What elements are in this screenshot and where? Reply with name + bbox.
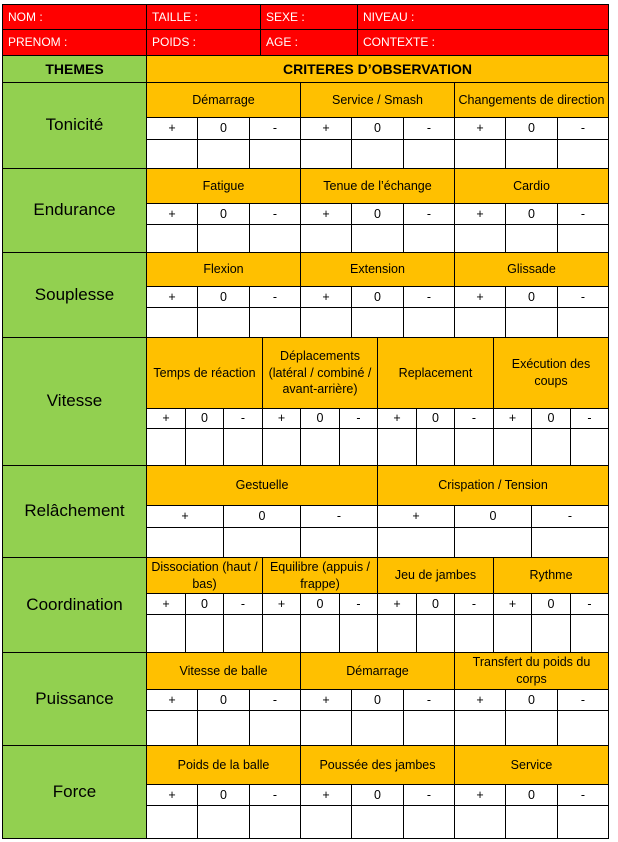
score-entry-cell[interactable]: [505, 805, 558, 839]
score-entry-cell[interactable]: [505, 139, 558, 169]
criterion-label: Démarrage: [146, 82, 301, 118]
criterion-label: Démarrage: [300, 652, 455, 690]
score-label: 0: [416, 593, 455, 615]
score-label: 0: [300, 408, 340, 429]
score-entry-cell[interactable]: [454, 805, 506, 839]
criterion-label: Cardio: [454, 168, 609, 204]
score-label: +: [377, 408, 417, 429]
score-entry-cell[interactable]: [300, 224, 352, 253]
criterion-label: Service / Smash: [300, 82, 455, 118]
score-entry-cell[interactable]: [262, 428, 301, 466]
score-entry-cell[interactable]: [403, 805, 455, 839]
score-entry-cell[interactable]: [339, 428, 378, 466]
theme-souplesse: Souplesse: [2, 252, 147, 338]
score-entry-cell[interactable]: [454, 614, 494, 653]
score-entry-cell[interactable]: [197, 139, 250, 169]
score-entry-cell[interactable]: [505, 307, 558, 338]
criterion-label: Poussée des jambes: [300, 745, 455, 785]
score-entry-cell[interactable]: [351, 307, 404, 338]
score-label: +: [454, 203, 506, 225]
theme-puissance: Puissance: [2, 652, 147, 746]
score-label: -: [249, 203, 301, 225]
score-label: +: [146, 784, 198, 806]
score-label: -: [454, 408, 494, 429]
score-entry-cell[interactable]: [416, 614, 455, 653]
criterion-label: Crispation / Tension: [377, 465, 609, 506]
score-label: 0: [505, 203, 558, 225]
score-label: -: [249, 784, 301, 806]
criterion-label: Transfert du poids du corps: [454, 652, 609, 690]
score-entry-cell[interactable]: [351, 224, 404, 253]
criterion-label: Replacement: [377, 337, 494, 409]
score-label: 0: [197, 286, 250, 308]
score-label: +: [454, 286, 506, 308]
criterion-label: Tenue de l’échange: [300, 168, 455, 204]
score-entry-cell[interactable]: [570, 428, 609, 466]
score-label: 0: [454, 505, 532, 528]
criterion-label: Vitesse de balle: [146, 652, 301, 690]
criterion-label: Gestuelle: [146, 465, 378, 506]
criterion-label: Glissade: [454, 252, 609, 287]
score-label: 0: [416, 408, 455, 429]
criterion-label: Equilibre (appuis / frappe): [262, 557, 378, 594]
prenom-field[interactable]: PRENOM :: [2, 29, 147, 56]
score-entry-cell[interactable]: [531, 428, 571, 466]
score-label: -: [403, 689, 455, 711]
score-label: -: [557, 784, 609, 806]
score-label: -: [557, 286, 609, 308]
score-label: 0: [531, 408, 571, 429]
score-label: -: [300, 505, 378, 528]
score-label: 0: [505, 689, 558, 711]
score-label: -: [223, 593, 263, 615]
score-label: 0: [351, 286, 404, 308]
score-label: +: [146, 286, 198, 308]
score-label: 0: [351, 784, 404, 806]
score-entry-cell[interactable]: [300, 527, 378, 558]
score-label: +: [262, 593, 301, 615]
score-label: -: [557, 203, 609, 225]
score-label: -: [454, 593, 494, 615]
criterion-label: Poids de la balle: [146, 745, 301, 785]
score-entry-cell[interactable]: [197, 710, 250, 746]
score-entry-cell[interactable]: [249, 710, 301, 746]
score-entry-cell[interactable]: [454, 710, 506, 746]
score-entry-cell[interactable]: [493, 614, 532, 653]
taille-field[interactable]: TAILLE :: [146, 4, 261, 30]
score-label: 0: [197, 689, 250, 711]
score-entry-cell[interactable]: [146, 307, 198, 338]
theme-force: Force: [2, 745, 147, 839]
score-entry-cell[interactable]: [223, 614, 263, 653]
score-entry-cell[interactable]: [249, 805, 301, 839]
score-entry-cell[interactable]: [185, 614, 224, 653]
score-entry-cell[interactable]: [570, 614, 609, 653]
score-entry-cell[interactable]: [146, 224, 198, 253]
score-entry-cell[interactable]: [197, 307, 250, 338]
score-entry-cell[interactable]: [505, 224, 558, 253]
score-entry-cell[interactable]: [339, 614, 378, 653]
score-label: -: [557, 689, 609, 711]
score-label: -: [557, 117, 609, 140]
score-entry-cell[interactable]: [403, 139, 455, 169]
theme-vitesse: Vitesse: [2, 337, 147, 466]
score-entry-cell[interactable]: [146, 614, 186, 653]
score-entry-cell[interactable]: [505, 710, 558, 746]
score-entry-cell[interactable]: [146, 139, 198, 169]
score-entry-cell[interactable]: [249, 224, 301, 253]
criterion-label: Extension: [300, 252, 455, 287]
score-entry-cell[interactable]: [377, 428, 417, 466]
score-entry-cell[interactable]: [454, 527, 532, 558]
score-entry-cell[interactable]: [146, 710, 198, 746]
score-entry-cell[interactable]: [377, 614, 417, 653]
score-label: 0: [505, 286, 558, 308]
score-label: 0: [185, 408, 224, 429]
score-label: +: [493, 593, 532, 615]
contexte-field[interactable]: CONTEXTE :: [357, 29, 609, 56]
score-label: -: [403, 286, 455, 308]
score-entry-cell[interactable]: [249, 307, 301, 338]
score-entry-cell[interactable]: [197, 224, 250, 253]
theme-coordination: Coordination: [2, 557, 147, 653]
score-label: +: [146, 203, 198, 225]
score-entry-cell[interactable]: [557, 139, 609, 169]
score-label: -: [339, 408, 378, 429]
score-label: 0: [223, 505, 301, 528]
score-label: +: [377, 505, 455, 528]
score-label: 0: [351, 203, 404, 225]
sexe-field[interactable]: SEXE :: [260, 4, 358, 30]
score-entry-cell[interactable]: [300, 614, 340, 653]
score-label: +: [300, 689, 352, 711]
criterion-label: Rythme: [493, 557, 609, 594]
criterion-label: Changements de direction: [454, 82, 609, 118]
score-entry-cell[interactable]: [557, 805, 609, 839]
score-entry-cell[interactable]: [531, 527, 609, 558]
age-field[interactable]: AGE :: [260, 29, 358, 56]
score-label: +: [300, 784, 352, 806]
score-entry-cell[interactable]: [300, 428, 340, 466]
theme-relachement: Relâchement: [2, 465, 147, 558]
score-entry-cell[interactable]: [403, 710, 455, 746]
score-label: -: [339, 593, 378, 615]
score-entry-cell[interactable]: [146, 428, 186, 466]
nom-field[interactable]: NOM :: [2, 4, 147, 30]
score-entry-cell[interactable]: [493, 428, 532, 466]
score-label: +: [377, 593, 417, 615]
score-entry-cell[interactable]: [557, 224, 609, 253]
score-label: -: [403, 784, 455, 806]
criterion-label: Dissociation (haut / bas): [146, 557, 263, 594]
score-entry-cell[interactable]: [531, 614, 571, 653]
score-entry-cell[interactable]: [351, 805, 404, 839]
score-entry-cell[interactable]: [185, 428, 224, 466]
score-entry-cell[interactable]: [454, 428, 494, 466]
score-entry-cell[interactable]: [351, 710, 404, 746]
score-label: 0: [505, 117, 558, 140]
score-entry-cell[interactable]: [262, 614, 301, 653]
score-entry-cell[interactable]: [223, 527, 301, 558]
criteria-heading: CRITERES D’OBSERVATION: [146, 55, 609, 83]
score-entry-cell[interactable]: [146, 527, 224, 558]
score-entry-cell[interactable]: [454, 307, 506, 338]
theme-tonicite: Tonicité: [2, 82, 147, 169]
score-label: -: [570, 593, 609, 615]
score-label: -: [403, 117, 455, 140]
score-label: 0: [531, 593, 571, 615]
score-entry-cell[interactable]: [223, 428, 263, 466]
score-label: -: [249, 689, 301, 711]
score-label: +: [300, 203, 352, 225]
score-entry-cell[interactable]: [300, 805, 352, 839]
score-label: -: [531, 505, 609, 528]
score-entry-cell[interactable]: [454, 139, 506, 169]
criterion-label: Temps de réaction: [146, 337, 263, 409]
score-entry-cell[interactable]: [557, 710, 609, 746]
score-label: 0: [197, 203, 250, 225]
score-label: +: [454, 117, 506, 140]
score-label: 0: [351, 689, 404, 711]
score-entry-cell[interactable]: [300, 710, 352, 746]
score-label: 0: [197, 784, 250, 806]
score-label: 0: [300, 593, 340, 615]
score-label: +: [493, 408, 532, 429]
score-label: 0: [351, 117, 404, 140]
score-entry-cell[interactable]: [377, 527, 455, 558]
score-entry-cell[interactable]: [300, 307, 352, 338]
score-entry-cell[interactable]: [416, 428, 455, 466]
score-entry-cell[interactable]: [403, 224, 455, 253]
score-label: +: [262, 408, 301, 429]
theme-endurance: Endurance: [2, 168, 147, 253]
score-label: +: [300, 286, 352, 308]
score-label: -: [249, 286, 301, 308]
score-label: -: [249, 117, 301, 140]
themes-heading: THEMES: [2, 55, 147, 83]
score-label: -: [223, 408, 263, 429]
score-label: +: [454, 784, 506, 806]
score-label: +: [146, 689, 198, 711]
score-entry-cell[interactable]: [249, 139, 301, 169]
criterion-label: Exécution des coups: [493, 337, 609, 409]
score-entry-cell[interactable]: [146, 805, 198, 839]
criterion-label: Fatigue: [146, 168, 301, 204]
poids-field[interactable]: POIDS :: [146, 29, 261, 56]
criterion-label: Service: [454, 745, 609, 785]
score-entry-cell[interactable]: [197, 805, 250, 839]
score-label: -: [570, 408, 609, 429]
score-entry-cell[interactable]: [557, 307, 609, 338]
score-label: +: [146, 408, 186, 429]
score-label: +: [146, 117, 198, 140]
score-entry-cell[interactable]: [351, 139, 404, 169]
score-label: 0: [197, 117, 250, 140]
niveau-field[interactable]: NIVEAU :: [357, 4, 609, 30]
score-label: +: [146, 593, 186, 615]
score-label: 0: [185, 593, 224, 615]
score-entry-cell[interactable]: [403, 307, 455, 338]
score-entry-cell[interactable]: [300, 139, 352, 169]
criterion-label: Flexion: [146, 252, 301, 287]
score-label: +: [454, 689, 506, 711]
score-entry-cell[interactable]: [454, 224, 506, 253]
criterion-label: Déplacements (latéral / combiné / avant-arrière): [262, 337, 378, 409]
score-label: -: [403, 203, 455, 225]
score-label: +: [300, 117, 352, 140]
score-label: +: [146, 505, 224, 528]
criterion-label: Jeu de jambes: [377, 557, 494, 594]
score-label: 0: [505, 784, 558, 806]
